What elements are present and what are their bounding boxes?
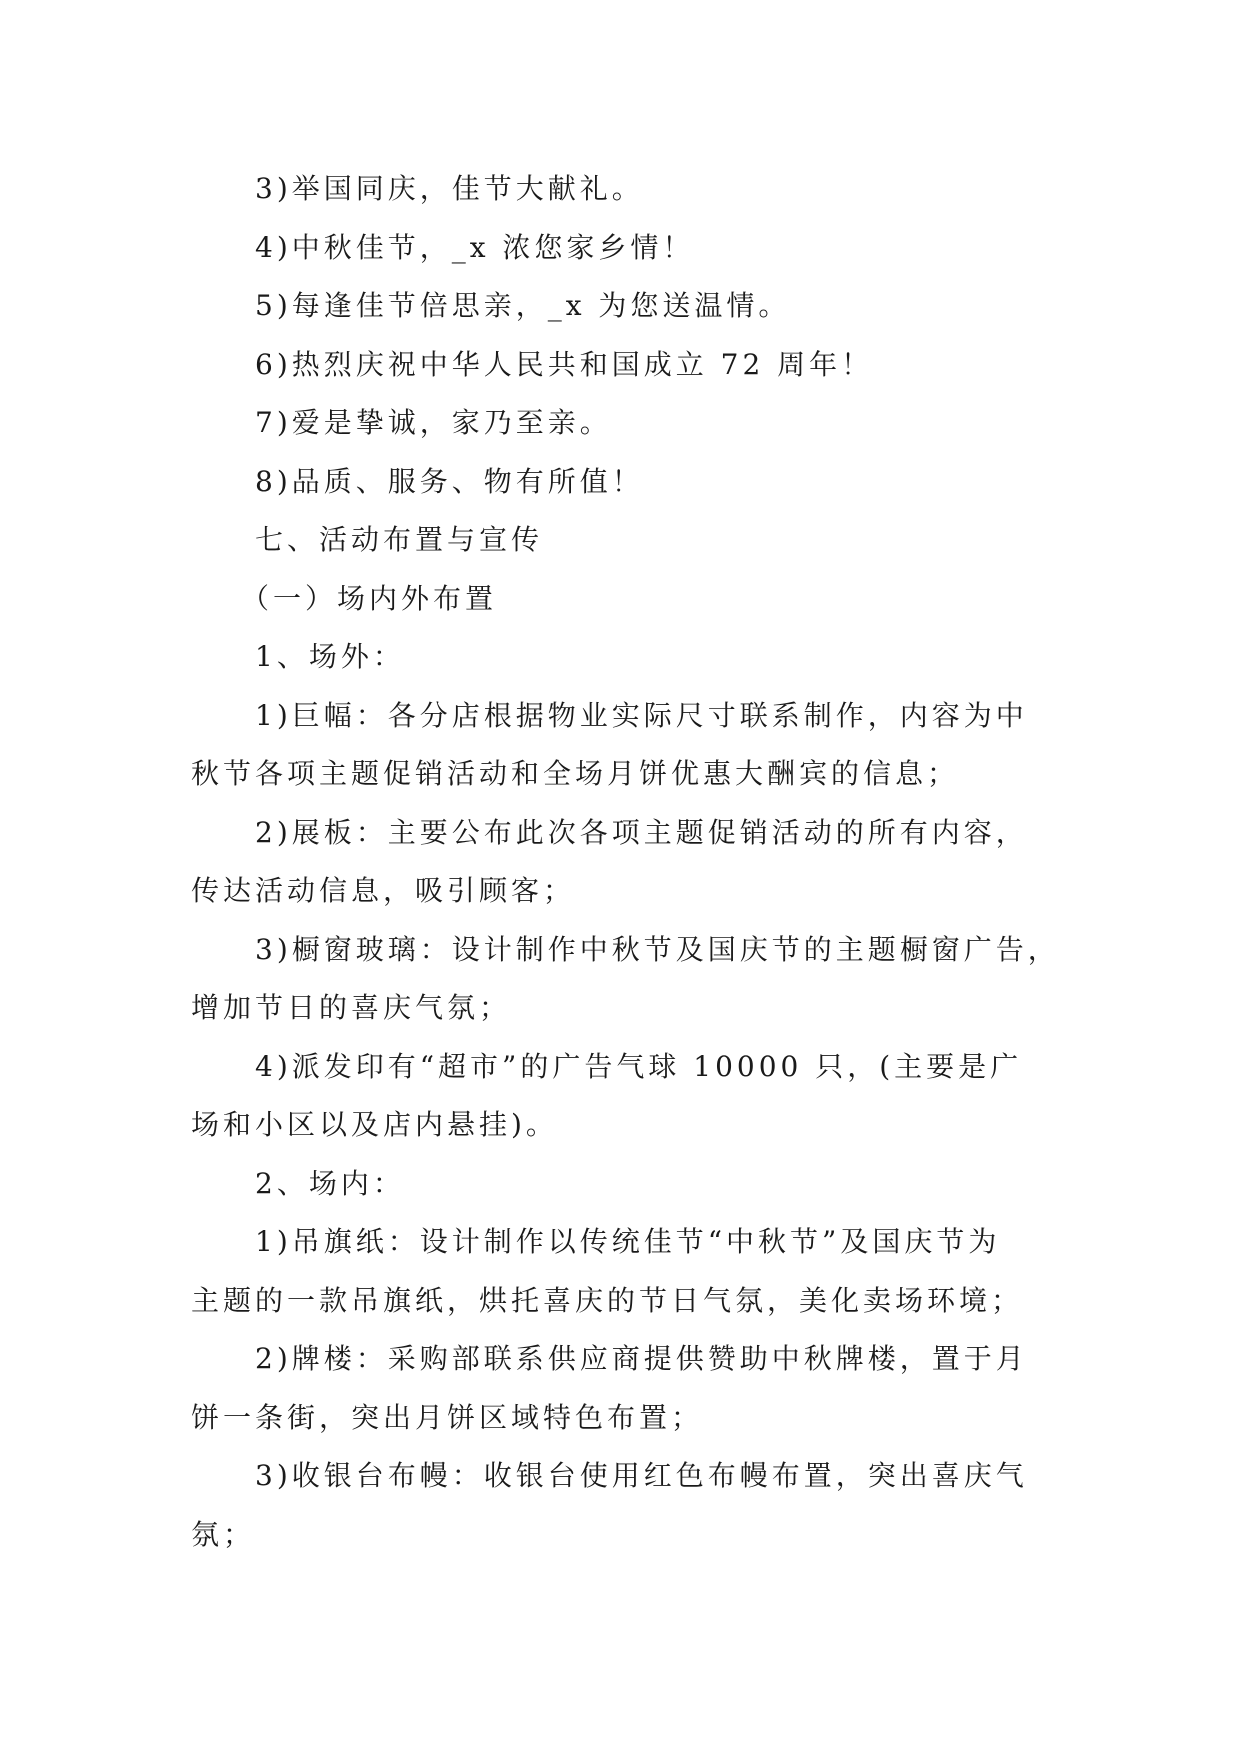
list-item: 8)品质、服务、物有所值！ (255, 464, 644, 498)
paragraph-line: 饼一条街，突出月饼区域特色布置； (191, 1400, 704, 1434)
paragraph-line: 氛； (191, 1517, 256, 1551)
document-body (191, 160, 1060, 1564)
paragraph-line: 1)吊旗纸：设计制作以传统佳节“中秋节”及国庆节为 (255, 1225, 1001, 1258)
paragraph-line: 2)展板：主要公布此次各项主题促销活动的所有内容， (255, 815, 1028, 849)
paragraph-line: 场和小区以及店内悬挂)。 (191, 1108, 558, 1141)
paragraph-line: 秋节各项主题促销活动和全场月饼优惠大酬宾的信息； (191, 757, 960, 790)
subsection-heading: （一）场内外布置 (241, 581, 498, 615)
paragraph-line: 4)派发印有“超市”的广告气球 10000 只，(主要是广 (255, 1049, 1023, 1083)
list-item: 6)热烈庆祝中华人民共和国成立 72 周年！ (255, 347, 874, 381)
paragraph-line: 3)收银台布幔：收银台使用红色布幔布置，突出喜庆气 (255, 1459, 1028, 1492)
list-item: 5)每逢佳节倍思亲，_x 为您送温情。 (255, 289, 791, 322)
paragraph-line: 增加节日的喜庆气氛； (191, 991, 512, 1024)
paragraph-line: 传达活动信息，吸引顾客； (191, 874, 576, 907)
list-item: 3)举国同庆，佳节大献礼。 (255, 172, 644, 205)
section-heading: 七、活动布置与宣传 (255, 523, 544, 556)
paragraph-line: 3)橱窗玻璃：设计制作中秋节及国庆节的主题橱窗广告， (255, 932, 1060, 966)
list-item: 4)中秋佳节，_x 浓您家乡情！ (255, 230, 695, 264)
subsection-heading: 1、场外： (255, 640, 405, 673)
subsection-heading: 2、场内： (255, 1166, 405, 1200)
paragraph-line: 2)牌楼：采购部联系供应商提供赞助中秋牌楼，置于月 (255, 1342, 1028, 1375)
list-item: 7)爱是挚诚，家乃至亲。 (255, 406, 612, 439)
paragraph-line: 1)巨幅：各分店根据物业实际尺寸联系制作，内容为中 (255, 698, 1028, 732)
paragraph-line: 主题的一款吊旗纸，烘托喜庆的节日气氛，美化卖场环境； (191, 1283, 1024, 1317)
